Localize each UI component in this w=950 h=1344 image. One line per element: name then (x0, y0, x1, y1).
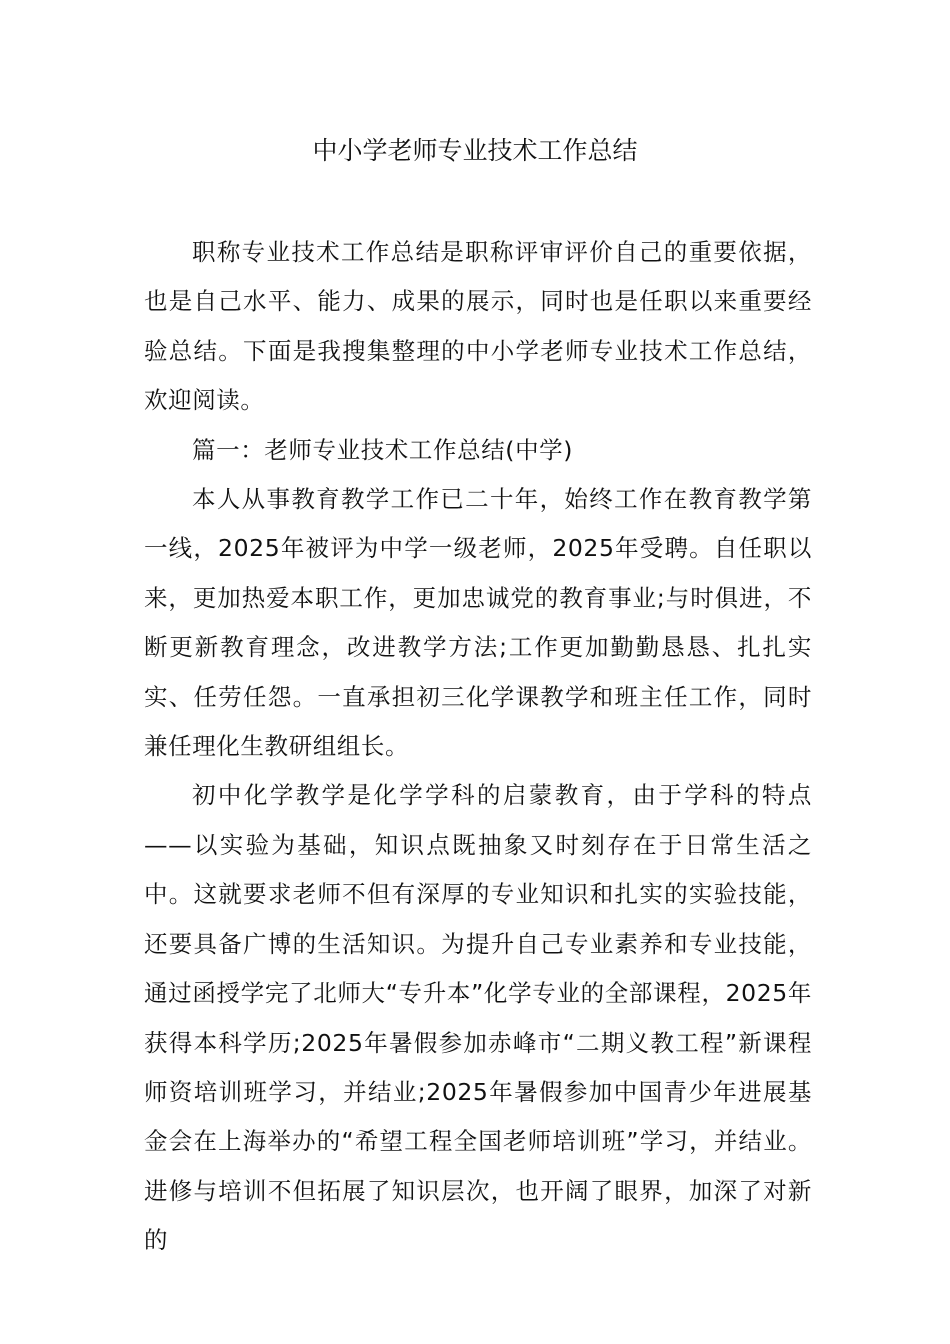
paragraph-experience: 本人从事教育教学工作已二十年，始终工作在教育教学第一线，2025年被评为中学一级老师，2025年受聘。自任职以来，更加热爱本职工作，更加忠诚党的教育事业;与时俱进，不断更新教育理念，改进教学方法;工作更加勤勤恳恳、扎扎实实、任劳任怨。一直承担初三化学课教学和班主任工作，同时兼任理化生教研组组长。 (144, 485, 812, 761)
document-title: 中小学老师专业技术工作总结 (312, 136, 638, 165)
paragraph-section-heading: 篇一：老师专业技术工作总结(中学) (192, 435, 574, 464)
paragraph-chemistry-teaching: 初中化学教学是化学学科的启蒙教育，由于学科的特点——以实验为基础，知识点既抽象又时刻存在于日常生活之中。这就要求老师不但有深厚的专业知识和扎实的实验技能，还要具备广博的生活知识。为提升自己专业素养和专业技能，通过函授学完了北师大“专升本”化学专业的全部课程，2025年获得本科学历;2025年暑假参加赤峰市“二期义教工程”新课程师资培训班学习，并结业;2025年暑假参加中国青少年进展基金会在上海举办的“希望工程全国老师培训班”学习，并结业。进修与培训不但拓展了知识层次，也开阔了眼界，加深了对新的 (144, 781, 812, 1255)
document-body (144, 228, 812, 1266)
paragraph-intro: 职称专业技术工作总结是职称评审评价自己的重要依据，也是自己水平、能力、成果的展示，同时也是任职以来重要经验总结。下面是我搜集整理的中小学老师专业技术工作总结，欢迎阅读。 (144, 238, 812, 415)
